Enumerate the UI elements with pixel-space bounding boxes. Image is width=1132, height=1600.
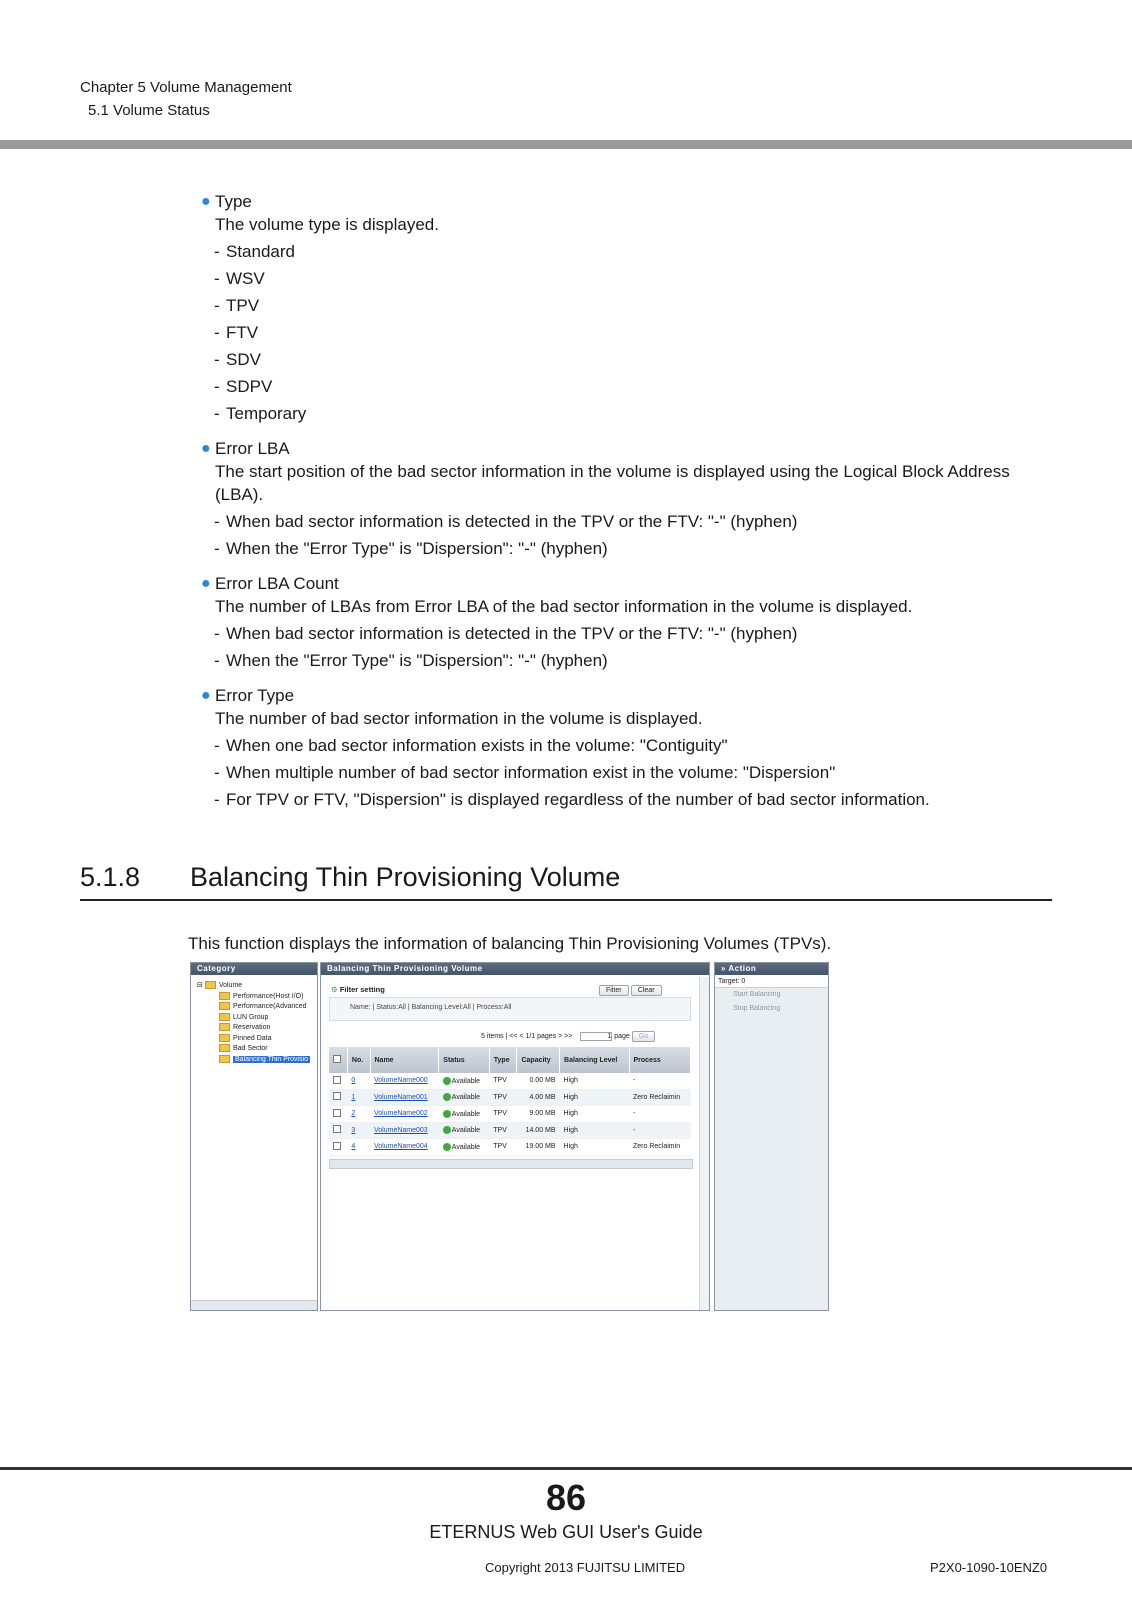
process-cell: - — [629, 1122, 690, 1139]
folder-icon — [205, 981, 216, 989]
status-text: Available — [451, 1077, 481, 1085]
type-cell: TPV — [489, 1073, 517, 1089]
bullet-icon: ● — [201, 440, 211, 457]
table-row — [329, 1106, 691, 1123]
process-cell: - — [629, 1073, 690, 1089]
tree-item[interactable]: Performance(Host I/O) — [233, 992, 304, 1000]
section-number: 5.1.8 — [80, 862, 141, 892]
category-scrollbar[interactable] — [191, 1300, 317, 1310]
folder-icon — [219, 1055, 230, 1063]
tree-item-volume[interactable]: Volume — [218, 982, 243, 989]
table-header-row — [329, 1047, 691, 1073]
filter-button[interactable]: Filter — [599, 985, 629, 996]
type-cell: TPV — [489, 1139, 517, 1156]
col-no[interactable]: No. — [347, 1047, 370, 1073]
collapse-icon[interactable]: ⊟ — [197, 982, 203, 989]
row-checkbox[interactable] — [333, 1109, 341, 1117]
level-cell: High — [560, 1073, 629, 1089]
tree-item-selected[interactable]: Balancing Thin Provisio — [235, 1055, 309, 1063]
available-icon — [443, 1143, 451, 1151]
stop-balancing-action[interactable]: Stop Balancing — [733, 1005, 781, 1012]
page-label: page — [614, 1033, 630, 1040]
sub-item: When the "Error Type" is "Dispersion": "-" (hyphen) — [226, 539, 608, 558]
footer-rule — [0, 1467, 1132, 1470]
sub-item: TPV — [226, 296, 260, 315]
sub-item: When multiple number of bad sector information exist in the volume: "Dispersion" — [226, 763, 836, 782]
row-checkbox[interactable] — [333, 1092, 341, 1100]
item-desc: The number of LBAs from Error LBA of the bad sector information in the volume is displayed. — [215, 597, 913, 616]
pager-text: 5 items | << < 1/1 pages > >> — [481, 1033, 573, 1040]
sub-item: When bad sector information is detected in the TPV or the FTV: "-" (hyphen) — [226, 512, 798, 531]
row-checkbox[interactable] — [333, 1142, 341, 1150]
type-cell: TPV — [489, 1106, 517, 1123]
table-horizontal-scrollbar[interactable] — [329, 1159, 693, 1169]
item-list — [200, 190, 1060, 823]
volume-no-link[interactable]: 3 — [351, 1126, 356, 1134]
process-cell: Zero Reclaimin — [629, 1139, 690, 1156]
filter-icon: ⚙ — [331, 985, 338, 994]
folder-icon — [219, 992, 230, 1000]
sub-item: When bad sector information is detected in the TPV or the FTV: "-" (hyphen) — [226, 624, 798, 643]
type-cell: TPV — [489, 1122, 517, 1139]
section-heading — [80, 862, 1052, 901]
type-cell: TPV — [489, 1089, 517, 1106]
status-text: Available — [451, 1094, 481, 1102]
col-capacity[interactable]: Capacity — [517, 1047, 560, 1073]
available-icon — [443, 1110, 451, 1118]
table-row — [329, 1073, 691, 1089]
chapter-title: Chapter 5 Volume Management — [80, 79, 292, 96]
sub-item: FTV — [226, 323, 259, 342]
level-cell: High — [560, 1106, 629, 1123]
sub-item: WSV — [226, 269, 265, 288]
item-type: ● Type The volume type is displayed. - Standard - WSV - TPV - FTV - SDV - SDPV - Temporary — [200, 190, 1060, 425]
capacity-cell: 4.00 MB — [517, 1089, 560, 1106]
col-balancing-level[interactable]: Balancing Level — [560, 1047, 629, 1073]
item-error-lba-count: ● Error LBA Count The number of LBAs from Error LBA of the bad sector information in the volume is displayed. - When bad sector information is detected in the TPV or the FTV: "-" (hyphen) - When the "Error Type" is "Dispersion": "-" (hyphen) — [200, 572, 1060, 672]
item-desc: The start position of the bad sector information in the volume is displayed using the Logical Block Address (LBA). — [215, 462, 1010, 504]
volume-name-link[interactable]: VolumeName002 — [374, 1110, 428, 1118]
volume-table — [329, 1047, 691, 1156]
available-icon — [443, 1126, 451, 1134]
section-intro: This function displays the information of balancing Thin Provisioning Volumes (TPVs). — [188, 934, 832, 953]
row-checkbox[interactable] — [333, 1076, 341, 1084]
col-name[interactable]: Name — [370, 1047, 439, 1073]
item-error-type: ● Error Type The number of bad sector information in the volume is displayed. - When one bad sector information exists in the volume: "Contiguity" - When multiple number of bad sector information exist in the volume: "Dispersion" - For TPV or FTV, "Dispersion" is displayed regardless of the number of bad sector information. — [200, 684, 1060, 811]
available-icon — [443, 1093, 451, 1101]
folder-icon — [219, 1002, 230, 1010]
tree-item[interactable]: Bad Sector — [233, 1045, 268, 1052]
running-header — [80, 76, 292, 122]
col-type[interactable]: Type — [489, 1047, 517, 1073]
item-title: Type — [215, 192, 252, 211]
section-title: 5.1 Volume Status — [88, 102, 210, 119]
capacity-cell: 0.00 MB — [517, 1073, 560, 1089]
filter-summary-box — [329, 997, 691, 1021]
action-target: Target: 0 — [715, 975, 828, 988]
main-header: Balancing Thin Provisioning Volume — [321, 963, 709, 975]
gui-screenshot — [190, 962, 829, 1311]
level-cell: High — [560, 1139, 629, 1156]
volume-no-link[interactable]: 0 — [351, 1077, 356, 1085]
col-status[interactable]: Status — [439, 1047, 489, 1073]
col-process[interactable]: Process — [629, 1047, 690, 1073]
level-cell: High — [560, 1122, 629, 1139]
status-text: Available — [451, 1110, 481, 1118]
table-row — [329, 1122, 691, 1139]
status-text: Available — [451, 1143, 481, 1151]
select-all-checkbox[interactable] — [333, 1055, 341, 1063]
expand-icon[interactable]: » — [721, 964, 726, 973]
available-icon — [443, 1077, 451, 1085]
sub-item: Standard — [226, 242, 295, 261]
clear-button[interactable]: Clear — [631, 985, 662, 996]
bullet-icon: ● — [201, 687, 211, 704]
status-text: Available — [451, 1127, 481, 1135]
table-row — [329, 1139, 691, 1156]
process-cell: - — [629, 1106, 690, 1123]
volume-no-link[interactable]: 2 — [351, 1110, 356, 1118]
volume-name-link[interactable]: VolumeName000 — [374, 1077, 428, 1085]
item-title: Error LBA Count — [215, 574, 339, 593]
item-desc: The volume type is displayed. — [215, 215, 439, 234]
header-rule — [0, 140, 1132, 149]
item-error-lba: ● Error LBA The start position of the bad sector information in the volume is displayed using the Logical Block Address (LBA). - When bad sector information is detected in the TPV or the FTV: "-" (hyphen) - When the "Error Type" is "Dispersion": "-" (hyphen) — [200, 437, 1060, 560]
row-checkbox[interactable] — [333, 1125, 341, 1133]
process-cell: Zero Reclaimin — [629, 1089, 690, 1106]
bullet-icon: ● — [201, 193, 211, 210]
action-header: Action — [728, 964, 757, 973]
volume-name-link[interactable]: VolumeName004 — [374, 1143, 428, 1151]
page-input[interactable]: 1 — [580, 1032, 612, 1041]
sub-item: For TPV or FTV, "Dispersion" is displayed regardless of the number of bad sector information. — [226, 790, 930, 809]
action-pane — [714, 962, 829, 1311]
filter-summary: Name: | Status:All | Balancing Level:All | Process:All — [350, 1004, 512, 1011]
filter-label: Filter setting — [339, 985, 385, 994]
item-title: Error LBA — [215, 439, 290, 458]
table-row — [329, 1089, 691, 1106]
folder-icon — [219, 1023, 230, 1031]
level-cell: High — [560, 1089, 629, 1106]
start-balancing-action[interactable]: Start Balancing — [733, 991, 781, 998]
volume-name-link[interactable]: VolumeName003 — [374, 1126, 428, 1134]
main-vertical-scrollbar[interactable] — [699, 977, 709, 1310]
category-header: Category — [191, 963, 317, 975]
folder-icon — [219, 1044, 230, 1052]
sub-item: When the "Error Type" is "Dispersion": "-" (hyphen) — [226, 651, 608, 670]
sub-item: SDPV — [226, 377, 273, 396]
sub-item: Temporary — [226, 404, 307, 423]
copyright: Copyright 2013 FUJITSU LIMITED — [485, 1560, 686, 1575]
capacity-cell: 14.00 MB — [517, 1122, 560, 1139]
sub-item: SDV — [226, 350, 261, 369]
bullet-icon: ● — [201, 575, 211, 592]
capacity-cell: 19.00 MB — [517, 1139, 560, 1156]
manual-code: P2X0-1090-10ENZ0 — [930, 1560, 1048, 1575]
tree-item[interactable]: LUN Group — [233, 1013, 269, 1021]
folder-icon — [219, 1034, 230, 1042]
volume-no-link[interactable]: 4 — [351, 1143, 356, 1151]
capacity-cell: 9.00 MB — [517, 1106, 560, 1123]
tree-item[interactable]: Performance(Advanced — [233, 1003, 307, 1010]
item-desc: The number of bad sector information in the volume is displayed. — [215, 709, 703, 728]
folder-icon — [219, 1013, 230, 1021]
category-tree — [197, 981, 310, 1065]
section-heading-title: Balancing Thin Provisioning Volume — [190, 862, 621, 892]
sub-item: When one bad sector information exists in the volume: "Contiguity" — [226, 736, 728, 755]
go-button[interactable]: Go — [632, 1031, 655, 1042]
tree-item[interactable]: Pinned Data — [233, 1034, 272, 1042]
main-pane — [320, 962, 710, 1311]
category-pane — [190, 962, 318, 1311]
guide-title: ETERNUS Web GUI User's Guide — [429, 1522, 703, 1542]
volume-no-link[interactable]: 1 — [351, 1093, 356, 1101]
volume-name-link[interactable]: VolumeName001 — [374, 1093, 428, 1101]
tree-item[interactable]: Reservation — [233, 1024, 271, 1031]
item-title: Error Type — [215, 686, 295, 705]
page-number: 86 — [545, 1477, 587, 1518]
